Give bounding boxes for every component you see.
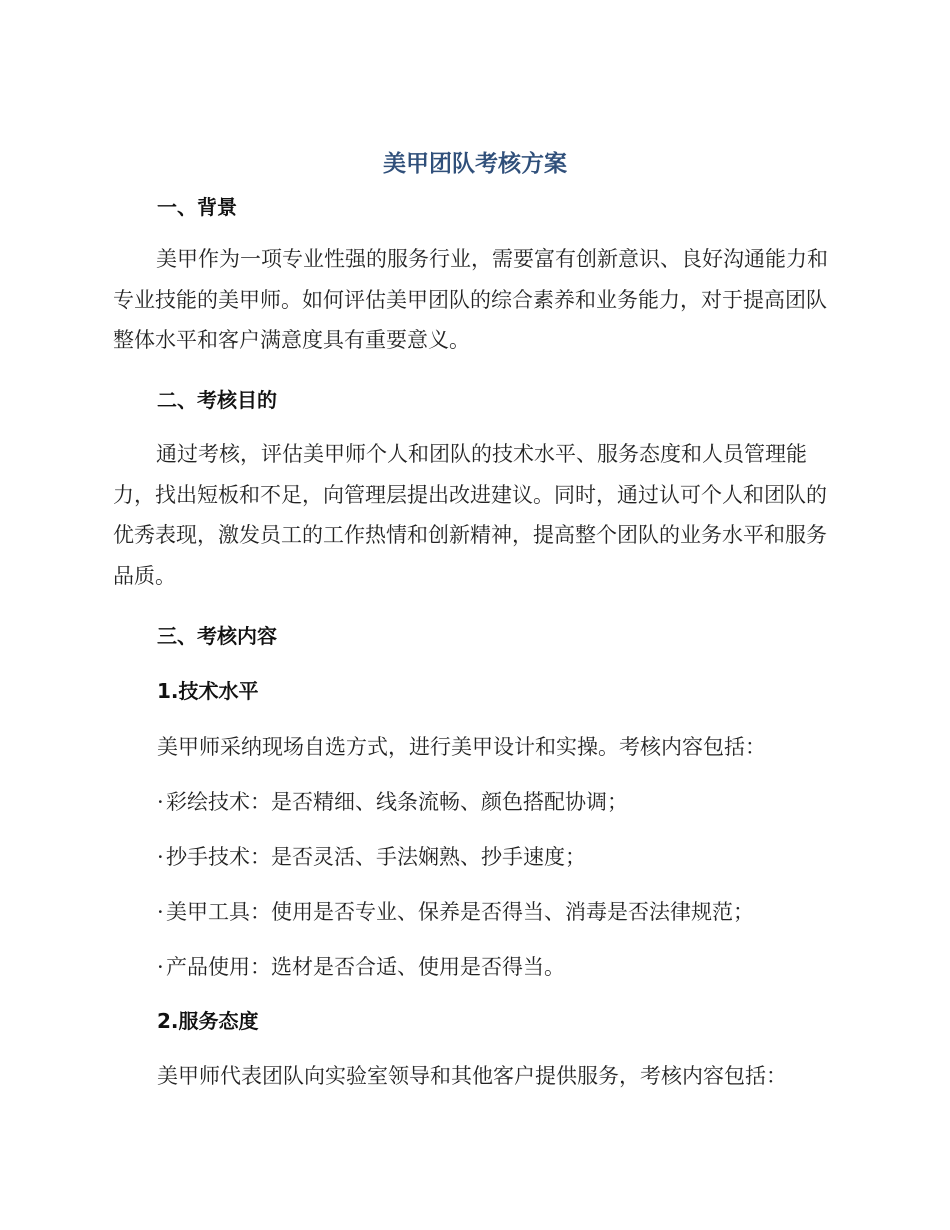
bullet-item [157,787,628,817]
service-intro: 美甲师代表团队向实验室领导和其他客户提供服务，考核内容包括： [157,1064,787,1088]
purpose-paragraph: 通过考核，评估美甲师个人和团队的技术水平、服务态度和人员管理能力，找出短板和不足，向管理层提出改进建议。同时，通过认可个人和团队的优秀表现，激发员工的工作热情和创新精神，提高整个团队的业务水平和服务品质。 [113,442,827,588]
section-heading-purpose: 二、考核目的 [157,388,277,412]
bullet-text: 美甲工具：使用是否专业、保养是否得当、消毒是否法律规范； [166,900,754,924]
bullet-dot: · [157,790,164,814]
bullet-text: 抄手技术：是否灵活、手法娴熟、抄手速度； [166,845,586,869]
bullet-text: 产品使用：选材是否合适、使用是否得当。 [166,955,565,979]
bullet-dot: · [157,900,164,924]
bullet-item [157,952,565,982]
bullet-item [157,842,586,872]
subsection-heading-service: 2.服务态度 [157,1009,259,1033]
background-paragraph: 美甲作为一项专业性强的服务行业，需要富有创新意识、良好沟通能力和专业技能的美甲师。如何评估美甲团队的综合素养和业务能力，对于提高团队整体水平和客户满意度具有重要意义。 [113,247,828,352]
bullet-dot: · [157,955,164,979]
technique-intro: 美甲师采纳现场自选方式，进行美甲设计和实操。考核内容包括： [157,735,766,759]
bullet-item [157,897,754,927]
section-heading-background: 一、背景 [157,195,237,219]
subsection-heading-technique: 1.技术水平 [157,679,259,703]
bullet-dot: · [157,845,164,869]
bullet-text: 彩绘技术：是否精细、线条流畅、颜色搭配协调； [166,790,628,814]
section-heading-content: 三、考核内容 [157,624,277,648]
document-title: 美甲团队考核方案 [383,151,567,177]
